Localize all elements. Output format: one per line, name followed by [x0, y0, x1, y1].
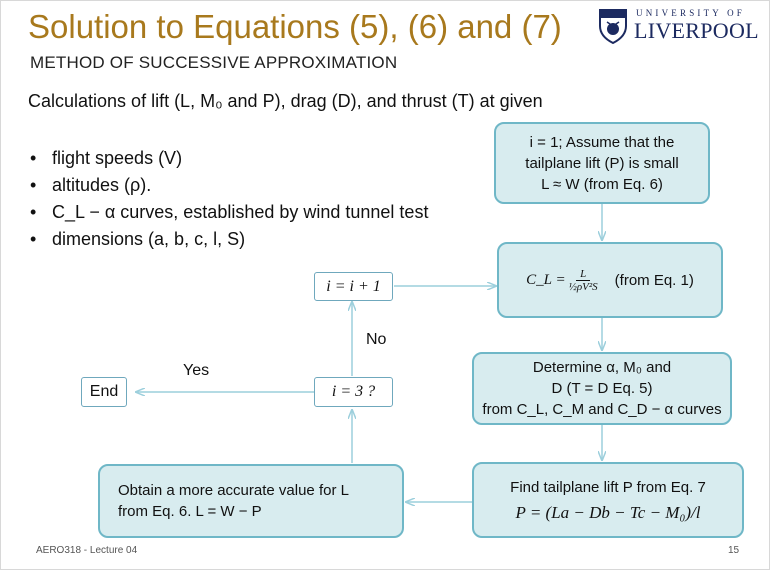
check-box	[314, 377, 393, 407]
determine-box	[472, 352, 732, 425]
footer-lecture: AERO318 - Lecture 04	[36, 545, 138, 556]
end-text: End	[89, 383, 119, 400]
lift-coefficient-box	[497, 242, 723, 318]
start-box	[494, 122, 710, 204]
tailplane-line-1: Find tailplane lift P from Eq. 7	[510, 479, 706, 496]
cl-lhs: C_L =	[526, 271, 566, 288]
page-number: 15	[728, 545, 740, 556]
cl-numerator: L	[576, 268, 590, 281]
start-line-2: tailplane lift (P) is small	[525, 154, 679, 172]
logo-top-text: UNIVERSITY OF	[636, 8, 746, 18]
slide-subtitle: METHOD OF SUCCESSIVE APPROXIMATION	[30, 53, 398, 72]
slide-title: Solution to Equations (5), (6) and (7)	[28, 8, 562, 45]
determine-line-1: Determine α, M₀ and	[532, 359, 672, 376]
increment-text: i = i + 1	[326, 277, 381, 295]
intro-text: Calculations of lift (L, M₀ and P), drag (D), and thrust (T) at given	[28, 91, 543, 111]
increment-box	[314, 272, 393, 301]
no-label: No	[366, 331, 387, 348]
tailplane-line-2: P = (La − Db − Tc − M₀)/l	[515, 503, 701, 522]
accurate-value-box	[98, 464, 404, 538]
bullet-flight-speeds: • flight speeds (V)	[28, 145, 428, 172]
check-text: i = 3 ?	[331, 383, 376, 400]
logo-main-text: LIVERPOOL	[634, 18, 759, 43]
start-line-3: L ≈ W (from Eq. 6)	[541, 175, 663, 193]
tailplane-box	[472, 462, 744, 538]
determine-line-3: from C_L, C_M and C_D − α curves	[482, 401, 722, 418]
cl-note: (from Eq. 1)	[614, 271, 694, 289]
determine-line-2: D (T = D Eq. 5)	[551, 380, 653, 397]
bullet-dimensions: • dimensions (a, b, c, l, S)	[28, 226, 428, 253]
cl-denominator: ½ρV²S	[568, 280, 598, 293]
bullet-altitudes: • altitudes (ρ).	[28, 172, 428, 199]
end-box	[81, 377, 127, 407]
cl-fraction	[569, 268, 598, 293]
accurate-line-2: from Eq. 6. L = W − P	[118, 503, 262, 520]
start-line-1: i = 1; Assume that the	[529, 133, 675, 151]
yes-label: Yes	[183, 362, 210, 379]
bullet-cl-alpha: • C_L − α curves, established by wind tunnel test	[28, 199, 428, 226]
accurate-line-1: Obtain a more accurate value for L	[118, 482, 349, 499]
